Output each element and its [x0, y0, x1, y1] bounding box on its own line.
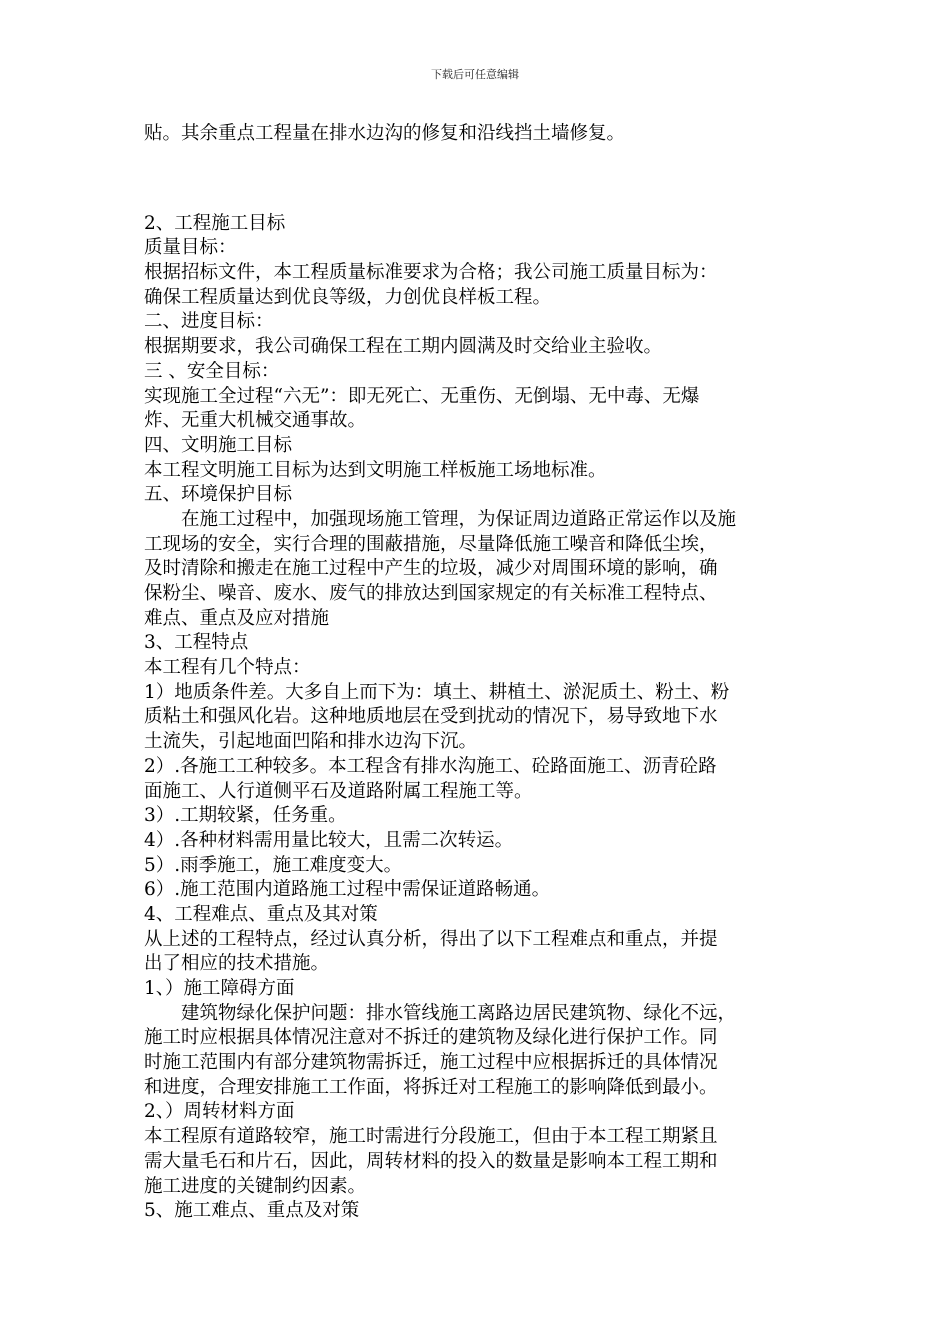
- text-line: 四、文明施工目标: [144, 434, 293, 456]
- text-line: 及时清除和搬走在施工过程中产生的垃圾，减少对周围环境的影响，确: [144, 558, 718, 580]
- text-line: 施工时应根据具体情况注意对不拆迁的建筑物及绿化进行保护工作。同: [144, 1027, 718, 1049]
- text-line: 面施工、人行道侧平石及道路附属工程施工等。: [144, 780, 533, 802]
- text-line: 4）.各种材料需用量比较大，且需二次转运。: [144, 829, 514, 851]
- text-line: 1、）施工障碍方面: [144, 978, 295, 999]
- text-line: 4、工程难点、重点及其对策: [144, 903, 378, 925]
- text-line: 在施工过程中，加强现场施工管理，为保证周边道路正常运作以及施: [181, 508, 737, 530]
- text-line: 工现场的安全，实行合理的围蔽措施，尽量降低施工噪音和降低尘埃，: [144, 533, 718, 555]
- text-line: 5）.雨季施工，施工难度变大。: [144, 854, 403, 876]
- text-line: 本工程有几个特点：: [144, 657, 311, 679]
- text-line: 1）地质条件差。大多自上而下为：填土、耕植土、淤泥质土、粉土、粉: [144, 681, 730, 703]
- text-line: 5、施工难点、重点及对策: [144, 1200, 360, 1222]
- document-body: [144, 122, 809, 1224]
- text-line: 出了相应的技术措施。: [144, 953, 330, 975]
- text-line: 2、工程施工目标: [144, 212, 286, 234]
- text-line: 施工进度的关键制约因素。: [144, 1175, 367, 1197]
- text-line: 和进度，合理安排施工工作面，将拆迁对工程施工的影响降低到最小。: [144, 1076, 718, 1098]
- text-line: 2、）周转材料方面: [144, 1101, 295, 1123]
- intro-line: 贴。其余重点工程量在排水边沟的修复和沿线挡土墙修复。: [144, 123, 626, 144]
- paragraph-gap: [144, 147, 809, 212]
- text-lines: [144, 212, 809, 1224]
- text-line: 确保工程质量达到优良等级，力创优良样板工程。: [144, 286, 552, 308]
- text-line: 建筑物绿化保护问题：排水管线施工离路边居民建筑物、绿化不远，: [181, 1002, 737, 1024]
- text-line: 二、进度目标：: [144, 311, 274, 333]
- text-line: 保粉尘、噪音、废水、废气的排放达到国家规定的有关标准工程特点、: [144, 583, 718, 604]
- text-line: 难点、重点及应对措施: [144, 607, 330, 629]
- text-line: 从上述的工程特点，经过认真分析，得出了以下工程难点和重点，并提: [144, 928, 718, 950]
- page-header: 下载后可任意编辑: [431, 68, 519, 81]
- text-line: 根据期要求，我公司确保工程在工期内圆满及时交给业主验收。: [144, 336, 663, 358]
- text-line: 需大量毛石和片石，因此，周转材料的投入的数量是影响本工程工期和: [144, 1150, 718, 1172]
- text-line: 实现施工全过程“六无”：即无死亡、无重伤、无倒塌、无中毒、无爆: [144, 385, 700, 407]
- text-line: 时施工范围内有部分建筑物需拆迁，施工过程中应根据拆迁的具体情况: [144, 1052, 718, 1074]
- text-line: 根据招标文件，本工程质量标准要求为合格；我公司施工质量目标为：: [144, 262, 718, 284]
- text-line: 本工程原有道路较窄，施工时需进行分段施工，但由于本工程工期紧且: [144, 1126, 718, 1148]
- text-line: 土流失，引起地面凹陷和排水边沟下沉。: [144, 731, 478, 753]
- text-line: 3、工程特点: [144, 632, 249, 654]
- text-line: 本工程文明施工目标为达到文明施工样板施工场地标准。: [144, 459, 607, 481]
- text-line: 三 、安全目标：: [144, 360, 280, 382]
- text-line: 质量目标：: [144, 237, 237, 259]
- text-line: 6）.施工范围内道路施工过程中需保证道路畅通。: [144, 879, 551, 901]
- text-line: 3）.工期较紧，任务重。: [144, 805, 347, 827]
- text-line: 质粘土和强风化岩。这种地质地层在受到扰动的情况下，易导致地下水: [144, 706, 718, 728]
- text-line: 炸、无重大机械交通事故。: [144, 410, 367, 432]
- text-line: 五、环境保护目标: [144, 484, 293, 506]
- text-line: 2）.各施工工种较多。本工程含有排水沟施工、砼路面施工、沥青砼路: [144, 755, 717, 777]
